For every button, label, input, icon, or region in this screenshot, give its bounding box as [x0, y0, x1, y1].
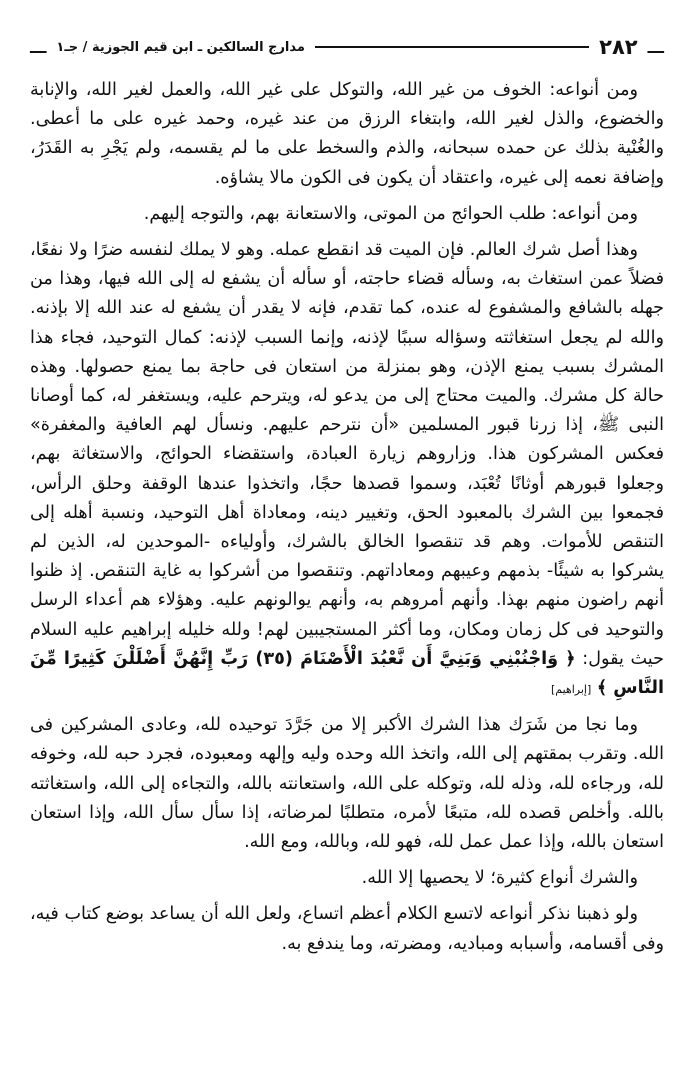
paragraph: والشرك أنواع كثيرة؛ لا يحصيها إلا الله. — [361, 868, 638, 889]
running-header — [30, 30, 664, 64]
quran-verse: ﴿ وَاجْنُبْنِي وَبَنِيَّ أَن نَّعْبُدَ الْأَصْنَامَ (٣٥) رَبِّ إِنَّهُنَّ أَضْلَلْنَ كَثِيرًا مِّنَ النَّاسِ ﴾ — [30, 648, 664, 699]
page-body — [30, 76, 664, 959]
paragraph: ومن أنواعه: طلب الحوائج من الموتى، والاستعانة بهم، والتوجه إليهم. — [143, 203, 638, 224]
paragraph: وما نجا من شَرَك هذا الشرك الأكبر إلا من جَرَّدَ توحيده لله، وعادى المشركين فى الله. وتقرب بمقتهم إلى الله، واتخذ الله وحده وليه وإلهه ومعبوده، فجرد حبه لله، وخوفه لله، ورجاءه لله، وذله لله، وتوكله على الله، واستعانته بالله، والتجاءه إلى الله، واستغاثته بالله. وأخلص قصده لله، متبعًا لأمره، متطلبًا لمرضاته، إذا سأل سأل الله، وإذا استعان استعان بالله، وإذا عمل عمل لله، فهو لله، وبالله، ومع الله. — [30, 715, 664, 853]
paragraph: ومن أنواعه: الخوف من غير الله، والتوكل على غير الله، والعمل لغير الله، والإنابة والخضوع، والذل لغير الله، وابتغاء الرزق من عند غيره، وحمد غيره على ما أعطى. والغُنْية بذلك عن حمده سبحانه، والذم والسخط على ما لم يقسمه، ولم يَجْرِ به القَدَرُ، وإضافة نعمه إلى غيره، واعتقاد أن يكون فى الكون مالا يشاؤه. — [30, 80, 664, 188]
paragraph-with-quote — [30, 236, 664, 704]
header-dash: ـــ — [647, 37, 664, 57]
paragraph-text: وهذا أصل شرك العالم. فإن الميت قد انقطع عمله. وهو لا يملك لنفسه ضرًا ولا نفعًا، فضلاً عمن استغاث به، وسأله قضاء حاجته، أو سأله أن يشفع له إلى الله فيها، وهذا من جهله بالشافع والمشفوع له عنده، كما تقدم، فإنه لا يقدر أن يشفع له عند الله إلا بإذنه. والله لم يجعل استغاثته وسؤاله سببًا لإذنه، وإنما السبب لإذنه: كمال التوحيد، فجاء هذا المشرك بسبب يمنع الإذن، وهو بمنزلة من استعان فى حاجة بما يمنع حصولها. وهذه حالة كل مشرك. والميت محتاج إلى من يدعو له، ويترحم عليه، ويستغفر له، كما أوصانا النبى ﷺ، إذا زرنا قبور المسلمين «أن نترحم عليهم. ونسأل لهم العافية والمغفرة» فعكس المشركون هذا. وزاروهم زيارة العبادة، واستقضاء الحوائج، والاستغاثة بهم، وجعلوا قبورهم أوثانًا تُعْبَد، وسموا قصدها حجًا، واتخذوا عندها الوقفة وحلق الرأس، فجمعوا بين الشرك بالمعبود الحق، وتغيير دينه، ومعاداة أهل التوحيد، ونسبة أهله إلى التنقص للأموات. وهم قد تنقصوا الخالق بالشرك، وأولياءه -الموحدين له، الذين لم يشركوا به شيئًا- بذمهم وعيبهم ومعاداتهم. وتنقصوا من أشركوا به غاية التنقص. إذ ظنوا أنهم راضون منهم بهذا. وأنهم أمروهم به، وأنهم يوالونهم عليه. وهؤلاء هم أعداء الرسل والتوحيد فى كل زمان ومكان، وما أكثر المستجيبين لهم! ولله خليله إبراهيم عليه السلام حيث يقول: — [30, 240, 664, 669]
paragraph: ولو ذهبنا نذكر أنواعه لاتسع الكلام أعظم اتساع، ولعل الله أن يساعد بوضع كتاب فيه، وفى أقسامه، وأسبابه ومباديه، ومضرته، وما يندفع به. — [30, 904, 664, 954]
quran-reference: [إبراهيم] — [550, 683, 592, 697]
page-number: ٢٨٢ — [599, 35, 638, 59]
header-dash-end: ـــ — [30, 37, 47, 57]
header-title: مدارج السالكين ـ ابن قيم الجوزية / جـ١ — [56, 39, 305, 55]
header-rule — [315, 46, 589, 48]
